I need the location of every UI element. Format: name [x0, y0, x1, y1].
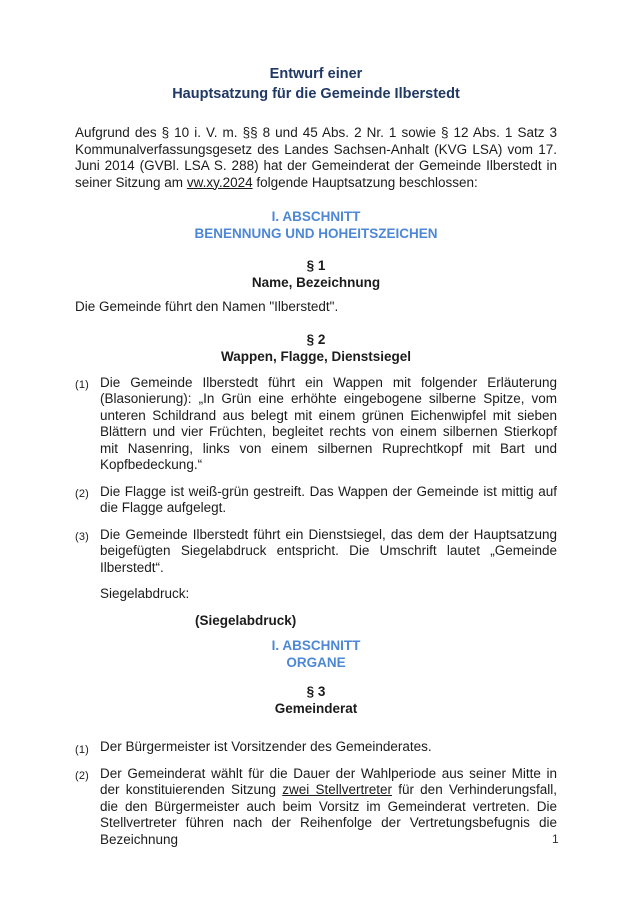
seal-label: Siegelabdruck:: [100, 586, 190, 601]
paragraph-3-number: § 3: [306, 684, 326, 699]
item-number: (2): [75, 770, 90, 782]
item-text: Die Gemeinde Ilberstedt führt ein Wappen mit folgender Erläuterung (Blasonierung): „In Grün eine erhöhte eingebogene silberne Spitze, vom unteren Schildrand aus belegt mit einem grünen Eichenwipfel mit sieben Blättern und vier Früchten, begleitet rechts von einem silbernen Stierkopf mit Nasenring, links von einem silbernen Ruprechtkopf mit Bart und Kopfbedeckung.“: [100, 374, 557, 472]
item-number: (1): [75, 743, 90, 756]
preamble-paragraph: [75, 125, 557, 191]
section-1-number: I. ABSCHNITT: [271, 209, 361, 224]
numbered-paragraph: [75, 527, 557, 577]
document-title-line2: Hauptsatzung für die Gemeinde Ilberstedt: [172, 86, 460, 102]
document-title: [75, 64, 557, 104]
paragraph-1-title: Name, Bezeichnung: [251, 275, 381, 290]
document-content: [75, 64, 557, 848]
numbered-paragraph: [75, 766, 557, 849]
section-heading-1: [75, 208, 557, 242]
session-date-placeholder: vw.xy.2024: [186, 174, 253, 190]
section-2-number: I. ABSCHNITT: [271, 638, 361, 653]
preamble-text-pre: Aufgrund des § 10 i. V. m. §§ 8 und 45 Abs. 2 Nr. 1 sowie § 12 Abs. 1 Satz 3 Kommunalverfassungsgesetz des Landes Sachsen-Anhalt (KVG LSA) vom 17. Juni 2014 (GVBl. LSA S. 288) hat der Gemeinderat der Gemeinde Ilberstedt in seiner Sitzung am: [75, 125, 557, 190]
section-heading-2: [75, 637, 557, 671]
paragraph-heading-1: [75, 257, 557, 291]
section-2-title: ORGANE: [286, 655, 346, 670]
item-text: Der Bürgermeister ist Vorsitzender des Gemeinderates.: [100, 739, 432, 754]
numbered-paragraph: [75, 375, 557, 474]
item-number: (2): [75, 488, 90, 500]
item-text: Die Flagge ist weiß-grün gestreift. Das Wappen der Gemeinde ist mittig auf die Flagge aufgelegt.: [100, 483, 557, 515]
item-number: (3): [75, 531, 90, 543]
paragraph-heading-2: [75, 331, 557, 365]
item-text: Die Gemeinde Ilberstedt führt ein Dienstsiegel, das dem der Hauptsatzung beigefügten Siegelabdruck entspricht. Die Umschrift lautet „Gemeinde Ilberstedt“.: [100, 526, 557, 575]
paragraph-3-title: Gemeinderat: [274, 701, 358, 716]
paragraph-3-items: [75, 739, 557, 848]
item-number: (1): [75, 379, 90, 391]
deputies-underlined-text: zwei Stellvertreter: [282, 782, 392, 797]
paragraph-2-title: Wappen, Flagge, Dienstsiegel: [220, 348, 412, 364]
paragraph-1-number: § 1: [306, 258, 326, 273]
document-title-line1: Entwurf einer: [269, 66, 363, 82]
numbered-paragraph: [75, 484, 557, 517]
paragraph-1-body: Die Gemeinde führt den Namen "Ilberstedt".: [75, 299, 339, 314]
preamble-text-post: folgende Hauptsatzung beschlossen:: [252, 174, 478, 190]
paragraph-2-items: [75, 375, 557, 577]
paragraph-2-number: § 2: [306, 331, 326, 347]
item-text-post: für den Verhinderungsfall, die den Bürgermeister auch beim Vorsitz im Gemeinderat vertreten. Die Stellvertreter führen nach der Reihenfolge der Vertretungsbefugnis die Bezeichnung: [100, 782, 557, 847]
paragraph-heading-3: [75, 683, 557, 717]
numbered-paragraph: [75, 739, 557, 756]
seal-placeholder: (Siegelabdruck): [195, 612, 297, 628]
section-1-title: BENENNUNG UND HOHEITSZEICHEN: [194, 226, 438, 241]
item-text-pre: Der Gemeinderat wählt für die Dauer der Wahlperiode aus seiner Mitte in der konstituierenden Sitzung: [100, 765, 557, 797]
page-number: 1: [552, 832, 559, 846]
